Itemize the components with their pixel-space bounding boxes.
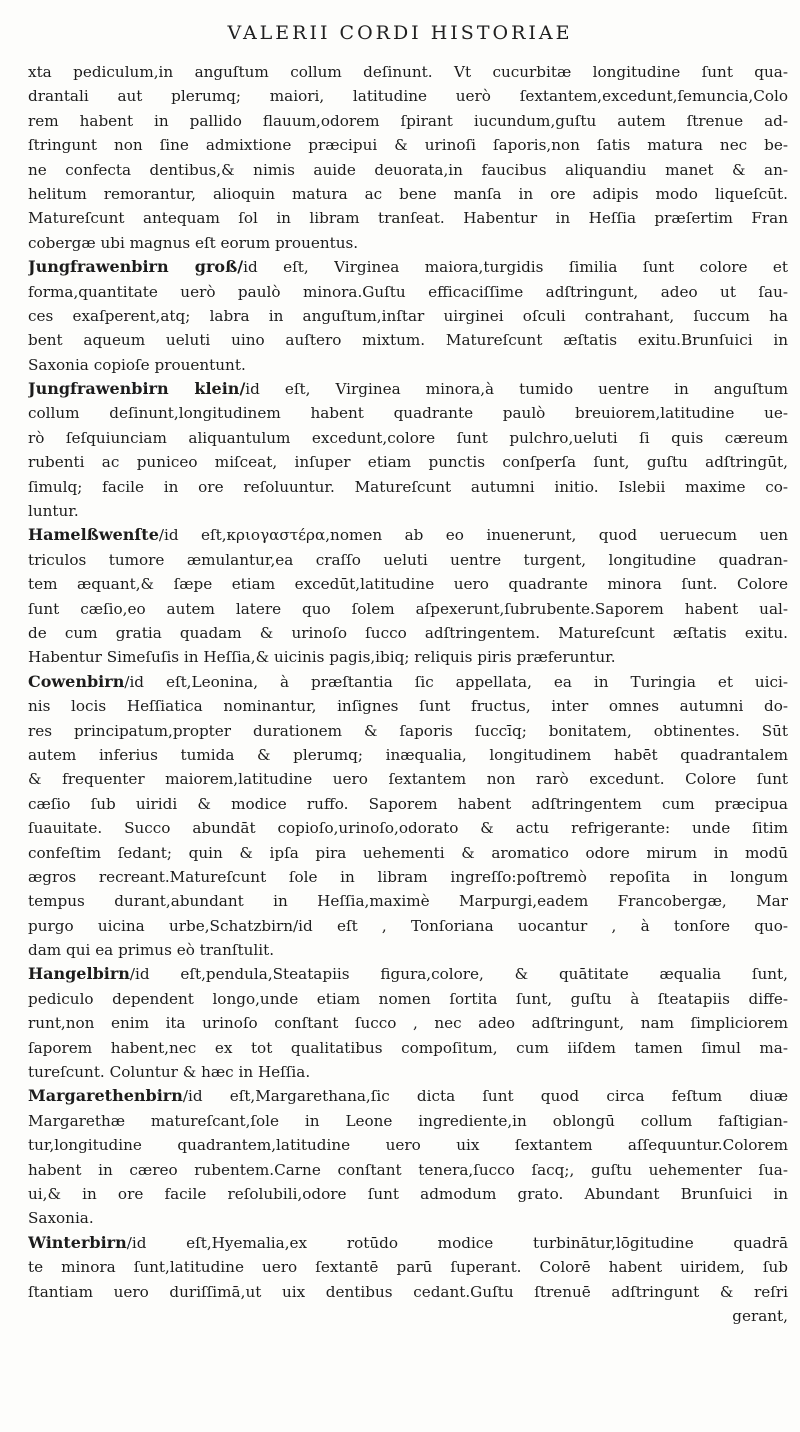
text-line: habent in cæreo rubentem.Carne conſtant tenera,ſucco ſacq;, guſtu uehementer ſua-: [28, 1160, 788, 1179]
text-line: Jungfrawenbirn klein/id eſt, Virginea minora,à tumido uentre in anguſtum: [28, 379, 788, 399]
text-line: gerant,: [732, 1306, 788, 1325]
text-line: ne confecta dentibus,& nimis auide deuorata,in faucibus aliquandiu manet & an-: [28, 160, 788, 179]
text-line: confeſtim ſedant; quin & ipſa pira uehementi & aromatico odore mirum in modū: [28, 843, 788, 862]
text-line: tur,longitudine quadrantem,latitudine uero uix ſextantem aſſequuntur.Colorem: [28, 1136, 788, 1155]
text-line: cæſio ſub uiridi & modice ruffo. Saporem habent adſtringentem cum præcipua: [28, 794, 788, 813]
text-line: forma,quantitate uerò paulò minora.Guſtu efficaciſſime adſtringunt, adeo ut ſau-: [28, 282, 788, 301]
entry-heading: Hamelßwenſte: [28, 525, 159, 545]
text-line: Hangelbirn/id eſt,pendula,Steatapiis figura,colore, & quātitate æqualia ſunt,: [28, 964, 788, 984]
running-title: VALERII CORDI HISTORIAE: [227, 22, 573, 44]
text-line: Saxonia copioſe prouentunt.: [28, 355, 246, 374]
entry-heading: Winterbirn: [28, 1232, 127, 1252]
text-line: rem habent in pallido flauum,odorem ſpirant iucundum,guſtu autem ſtrenue ad-: [28, 111, 788, 130]
text-line: ui,& in ore facile reſolubili,odore ſunt admodum grato. Abundant Brunſuici in: [28, 1184, 788, 1203]
text-line: Saxonia.: [28, 1209, 94, 1228]
text-line: & frequenter maiorem,latitudine uero ſextantem non rarò excedunt. Colore ſunt: [28, 770, 788, 789]
text-line: autem inferius tumida & plerumq; inæqualia, longitudinem habēt quadrantalem: [28, 745, 788, 764]
text-line: ſtantiam uero duriſſimā,ut uix dentibus cedant.Guſtu ſtrenuē adſtringunt & reſri: [28, 1282, 788, 1301]
text-line: cobergæ ubi magnus eſt eorum prouentus.: [28, 233, 359, 252]
text-line: nis locis Heſſiatica nominantur, inſignes ſunt fructus, inter omnes autumni do-: [28, 697, 788, 716]
text-line: Hamelßwenſte/id eſt,κριογαστέρα,nomen ab eo inuenerunt, quod ueruecum uen: [28, 525, 788, 545]
text-line: bent aqueum ueluti uino auſtero mixtum. Matureſcunt æſtatis exitu.Brunſuici in: [28, 331, 788, 350]
text-line: drantali aut plerumq; maiori, latitudine uerò ſextantem,excedunt,ſemuncia,Colo: [28, 87, 788, 106]
text-line: Winterbirn/id eſt,Hyemalia,ex rotūdo modice turbinātur,lōgitudine quadrā: [28, 1232, 788, 1252]
text-line: ſtringunt non ſine admixtione præcipui & urinoſi ſaporis,non ſatis matura nec be-: [28, 136, 788, 155]
text-line: de cum gratia quadam & urinoſo ſucco adſtringentem. Matureſcunt æſtatis exitu.: [28, 623, 788, 642]
entry-heading: Hangelbirn: [28, 964, 130, 984]
body-text: [28, 60, 788, 1328]
text-line: tem æquant,& ſæpe etiam excedūt,latitudine uero quadrante minora ſunt. Colore: [28, 575, 788, 594]
text-line: rò ſeſquiunciam aliquantulum excedunt,colore ſunt pulchro,ueluti ſi quis cæreum: [28, 428, 788, 447]
text-line: ſaporem habent,nec ex tot qualitatibus compoſitum, cum iiſdem tamen ſimul ma-: [28, 1038, 788, 1057]
text-line: tureſcunt. Coluntur & hæc in Heſſia.: [28, 1063, 311, 1082]
text-line: triculos tumore æmulantur,ea craſſo ueluti uentre turgent, longitudine quadran-: [28, 550, 788, 569]
text-line: ſimulq; facile in ore reſoluuntur. Matureſcunt autumni initio. Islebii maxime co-: [28, 477, 788, 496]
text-line: Margarethenbirn/id eſt,Margarethana,ſic dicta ſunt quod circa feſtum diuæ: [28, 1086, 788, 1106]
entry-heading: Margarethenbirn: [28, 1086, 183, 1106]
text-line: ægros recreant.Matureſcunt ſole in libram ingreſſo:poſtremò repoſita in longum: [28, 867, 788, 886]
text-line: collum deſinunt,longitudinem habent quadrante paulò breuiorem,latitudine ue-: [28, 404, 788, 423]
text-line: runt,non enim ita urinoſo conſtant ſucco , nec adeo adſtringunt, nam ſimpliciorem: [28, 1014, 788, 1033]
text-line: Margarethæ matureſcant,ſole in Leone ingrediente,in oblongū collum faſtigian-: [28, 1111, 788, 1130]
text-line: purgo uicina urbe,Schatzbirn/id eſt , Tonſoriana uocantur , à tonſore quo-: [28, 916, 788, 935]
text-line: res principatum,propter durationem & ſaporis ſuccīq; bonitatem, obtinentes. Sūt: [28, 721, 788, 740]
text-line: tempus durant,abundant in Heſſia,maximè Marpurgi,eadem Francobergæ, Mar: [28, 892, 788, 911]
text-line: dam qui ea primus eò tranſtulit.: [28, 941, 275, 960]
text-line: rubenti ac puniceo miſceat, inſuper etiam punctis conſperſa ſunt, guſtu adſtringūt,: [28, 453, 788, 472]
text-line: Cowenbirn/id eſt,Leonina, à præſtantia ſic appellata, ea in Turingia et uici-: [28, 671, 788, 691]
entry-heading: Jungfrawenbirn groß/: [28, 257, 244, 277]
text-line: xta pediculum,in anguſtum collum deſinunt. Vt cucurbitæ longitudine ſunt qua-: [28, 63, 788, 81]
text-line: Matureſcunt antequam ſol in libram tranſeat. Habentur in Heſſia præſertim Fran: [28, 209, 788, 228]
text-line: luntur.: [28, 502, 79, 521]
text-line: ſunt cæſio,eo autem latere quo ſolem aſpexerunt,ſubrubente.Saporem habent ual-: [28, 599, 788, 618]
text-line: te minora ſunt,latitudine uero ſextantē parū ſuperant. Colorē habent uiridem, ſub: [28, 1258, 788, 1277]
entry-heading: Cowenbirn: [28, 671, 125, 691]
text-line: pediculo dependent longo,unde etiam nomen ſortita ſunt, guſtu à ſteatapiis diffe-: [28, 989, 788, 1008]
text-line: Habentur Simeſuſis in Heſſia,& uicinis pagis,ibiq; reliquis piris præferuntur.: [28, 648, 616, 667]
text-line: ces exaſperent,atq; labra in anguſtum,inſtar uirginei oſculi contrahant, ſuccum ha: [28, 306, 788, 325]
text-line: ſuauitate. Succo abundāt copioſo,urinoſo,odorato & actu refrigerante: unde ſitim: [28, 819, 788, 838]
entry-heading: Jungfrawenbirn klein/: [28, 379, 246, 399]
text-line: helitum remorantur, alioquin matura ac bene manſa in ore adipis modo liqueſcūt.: [28, 184, 788, 203]
text-line: Jungfrawenbirn groß/id eſt, Virginea maiora,turgidis ſimilia ſunt colore et: [28, 257, 788, 277]
